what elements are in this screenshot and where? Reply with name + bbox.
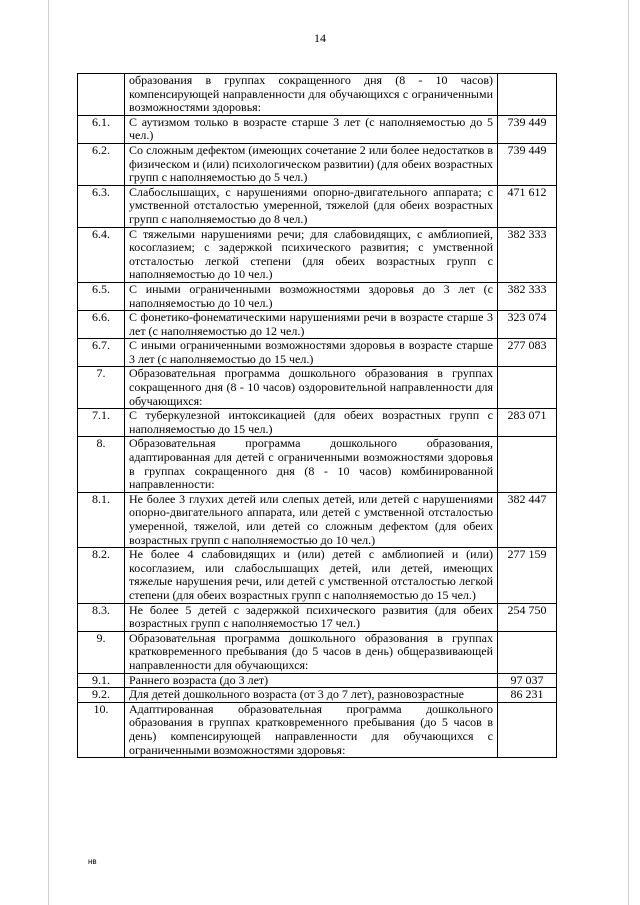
table-row [78,115,557,143]
row-description-cell: С аутизмом только в возрасте старше 3 лет (с наполняемостью до 5 чел.) [125,115,498,143]
table-row [78,367,557,409]
row-value-cell: 97 037 [498,673,557,688]
table-row [78,409,557,437]
row-value-cell [498,74,557,116]
row-number-cell: 9.1. [78,673,125,688]
row-number-cell: 6.6. [78,311,125,339]
row-description-cell: С туберкулезной интоксикацией (для обеих возрастных групп с наполняемостью до 15 чел.) [125,409,498,437]
table-row [78,631,557,673]
row-number-cell: 9. [78,631,125,673]
row-description-cell: Образовательная программа дошкольного образования в группах кратковременного пребывания (до 5 часов в день) общеразвивающей направленности для обучающихся: [125,631,498,673]
scan-edge-line [48,0,49,905]
row-value-cell: 471 612 [498,185,557,227]
row-number-cell: 6.2. [78,143,125,185]
row-value-cell: 283 071 [498,409,557,437]
table-row [78,688,557,703]
row-description-cell: С иными ограниченными возможностями здоровья до 3 лет (с наполняемостью до 10 чел.) [125,282,498,310]
row-number-cell: 6.7. [78,339,125,367]
table-row [78,185,557,227]
row-description-cell: Образовательная программа дошкольного образования в группах сокращенного дня (8 - 10 часов) оздоровительной направленности для обучающихся: [125,367,498,409]
row-value-cell: 382 333 [498,227,557,282]
row-description-cell: Не более 5 детей с задержкой психического развития (для обеих возрастных групп с наполняемостью 17 чел.) [125,603,498,631]
footer-mark: нв [88,857,97,866]
row-value-cell [498,702,557,757]
page-number: 14 [314,31,326,45]
row-description-cell: С тяжелыми нарушениями речи; для слабовидящих, с амблиопией, косоглазием; с задержкой психического развития; с умственной отсталостью легкой степени (для обеих возрастных групп с наполняемостью до 10 чел.) [125,227,498,282]
row-value-cell: 86 231 [498,688,557,703]
table-row [78,143,557,185]
table-row [78,702,557,757]
row-description-cell: С фонетико-фонематическими нарушениями речи в возрасте старше 3 лет (с наполняемостью до 12 чел.) [125,311,498,339]
row-value-cell: 739 449 [498,115,557,143]
row-number-cell: 8.3. [78,603,125,631]
row-number-cell: 10. [78,702,125,757]
row-number-cell: 8.2. [78,548,125,603]
row-description-cell: Слабослышащих, с нарушениями опорно-двигательного аппарата; с умственной отсталостью умеренной, тяжелой (для обеих возрастных групп с наполняемостью до 8 чел.) [125,185,498,227]
row-number-cell: 7.1. [78,409,125,437]
row-number-cell: 8.1. [78,492,125,547]
row-number-cell [78,74,125,116]
row-number-cell: 9.2. [78,688,125,703]
row-value-cell: 382 333 [498,282,557,310]
row-description-cell: С иными ограниченными возможностями здоровья в возрасте старше 3 лет (с наполняемостью до 15 чел.) [125,339,498,367]
tariff-table [77,73,557,758]
row-number-cell: 8. [78,437,125,492]
row-value-cell: 323 074 [498,311,557,339]
scan-edge-line [628,0,629,905]
row-value-cell [498,631,557,673]
row-number-cell: 6.4. [78,227,125,282]
table-row [78,282,557,310]
row-description-cell: Раннего возраста (до 3 лет) [125,673,498,688]
row-value-cell: 254 750 [498,603,557,631]
table-row [78,339,557,367]
row-value-cell [498,367,557,409]
table-row [78,492,557,547]
row-number-cell: 7. [78,367,125,409]
row-value-cell [498,437,557,492]
row-description-cell: Образовательная программа дошкольного образования, адаптированная для детей с ограниченными возможностями здоровья в группах сокращенного дня (8 - 10 часов) комбинированной направленности: [125,437,498,492]
row-description-cell: образования в группах сокращенного дня (8 - 10 часов) компенсирующей направленности для обучающихся с ограниченными возможностями здоровья: [125,74,498,116]
row-number-cell: 6.3. [78,185,125,227]
row-description-cell: Со сложным дефектом (имеющих сочетание 2 или более недостатков в физическом и (или) психологическом развитии) (для обеих возрастных групп с наполняемостью до 5 чел.) [125,143,498,185]
table-row [78,673,557,688]
table-row [78,603,557,631]
row-description-cell: Не более 3 глухих детей или слепых детей, или детей с нарушениями опорно-двигательного аппарата, или детей с умственной отсталостью умеренной, тяжелой, или детей со сложным дефектом (для обеих возрастных групп с наполняемостью до 10 чел.) [125,492,498,547]
table-row [78,227,557,282]
tariff-table-body [78,74,557,758]
row-number-cell: 6.1. [78,115,125,143]
table-row [78,311,557,339]
table-row [78,437,557,492]
row-number-cell: 6.5. [78,282,125,310]
table-row [78,548,557,603]
table-row [78,74,557,116]
row-value-cell: 739 449 [498,143,557,185]
row-value-cell: 277 159 [498,548,557,603]
row-description-cell: Для детей дошкольного возраста (от 3 до 7 лет), разновозрастные [125,688,498,703]
row-description-cell: Адаптированная образовательная программа дошкольного образования в группах кратковременного пребывания (до 5 часов в день) компенсирующей направленности для обучающихся с ограниченными возможностями здоровья: [125,702,498,757]
row-value-cell: 382 447 [498,492,557,547]
row-description-cell: Не более 4 слабовидящих и (или) детей с амблиопией и (или) косоглазием, или слабослышащих детей, или детей, имеющих тяжелые нарушения речи, или детей с умственной отсталостью легкой степени (для обеих возрастных групп с наполняемостью до 15 чел.) [125,548,498,603]
row-value-cell: 277 083 [498,339,557,367]
